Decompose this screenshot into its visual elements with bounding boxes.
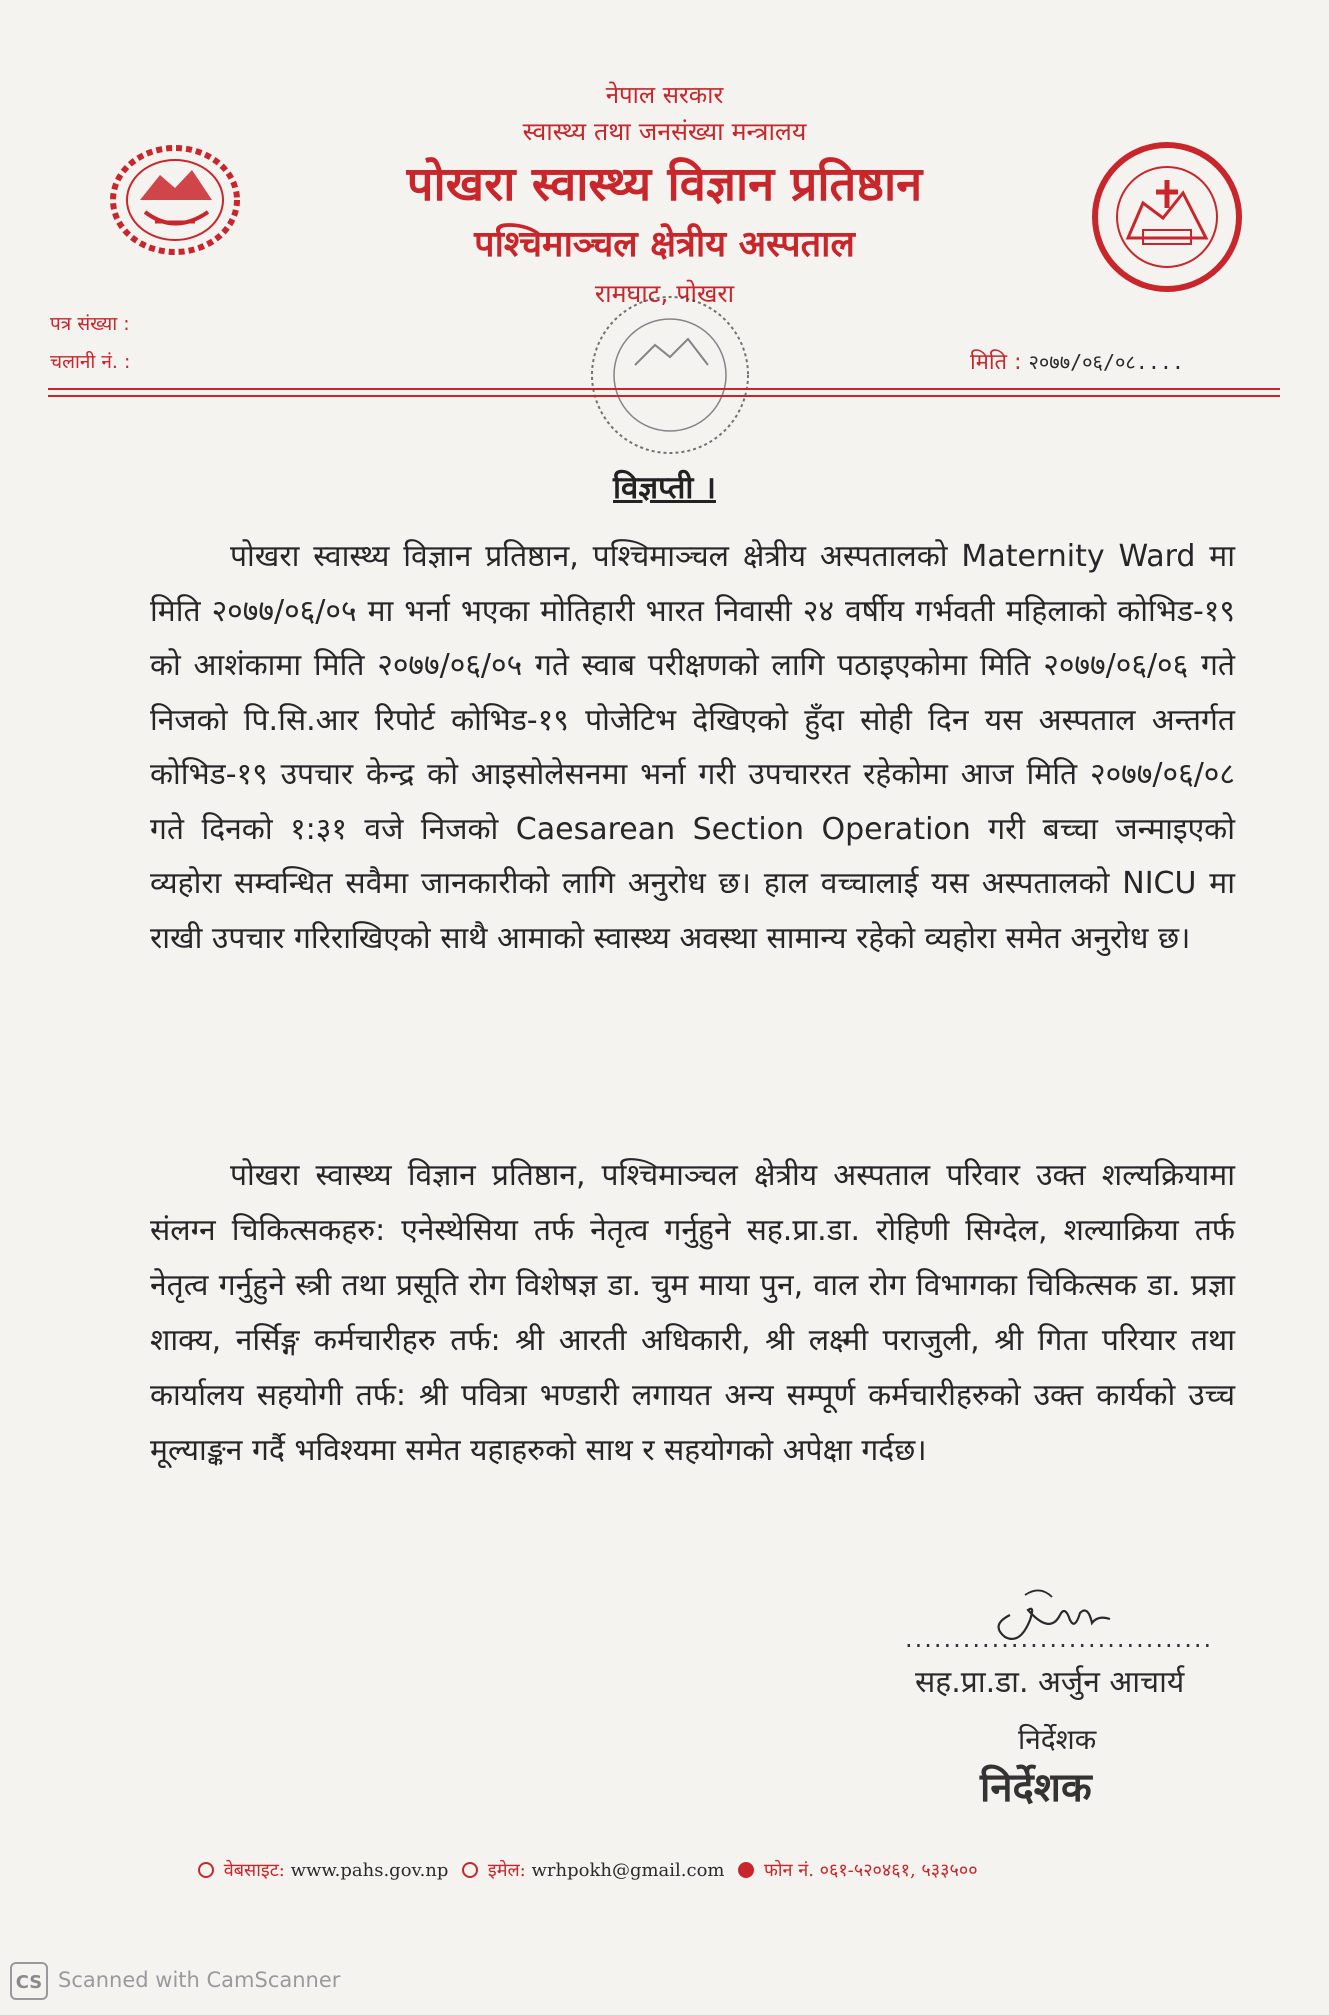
camscanner-watermark: Scanned with CamScanner: [58, 1968, 341, 1992]
institute-name: पोखरा स्वास्थ्य विज्ञान प्रतिष्ठान: [406, 157, 923, 212]
email-link[interactable]: wrhpokh@gmail.com: [531, 1860, 725, 1881]
hospital-location: रामघाट, पोखरा: [594, 279, 735, 308]
email-icon: [462, 1862, 478, 1878]
signatory-title: निर्देशक: [1018, 1723, 1097, 1756]
signatory-name: सह.प्रा.डा. अर्जुन आचार्य: [915, 1665, 1185, 1700]
notice-title: विज्ञप्ती ।: [613, 470, 716, 506]
website-label: वेबसाइट:: [223, 1860, 285, 1881]
header-divider: [48, 395, 1280, 397]
notice-paragraph-2: पोखरा स्वास्थ्य विज्ञान प्रतिष्ठान, पश्चिमाञ्चल क्षेत्रीय अस्पताल परिवार उक्त शल्यक्रियामा संलग्न चिकित्सकहरु: एनेस्थेसिया तर्फ नेतृत्व गर्नुहुने सह.प्रा.डा. रोहिणी सिग्देल, शल्याक्रिया तर्फ नेतृत्व गर्नुहुने स्त्री तथा प्रसूति रोग विशेषज्ञ डा. चुम माया पुन, वाल रोग विभागका चिकित्सक डा. प्रज्ञा शाक्य, नर्सिङ्ग कर्मचारीहरु तर्फ: श्री आरती अधिकारी, श्री लक्ष्मी पराजुली, श्री गिता परियार तथा कार्यालय सहयोगी तर्फ: श्री पवित्रा भण्डारी लगायत अन्य सम्पूर्ण कर्मचारीहरुको उक्त कार्यको उच्च मूल्याङ्कन गर्दै भविश्यमा समेत यहाहरुको साथ र सहयोगको अपेक्षा गर्दछ।: [150, 1158, 1235, 1468]
website-link[interactable]: www.pahs.gov.np: [290, 1860, 449, 1881]
date-value: २०७७/०६/०८....: [1028, 350, 1184, 374]
signatory-title-stamp: निर्देशक: [980, 1765, 1092, 1811]
hospital-name: पश्चिमाञ्चल क्षेत्रीय अस्पताल: [474, 224, 855, 265]
header-divider: [48, 388, 1280, 390]
letter-number-label: पत्र संख्या :: [50, 313, 130, 335]
phone-label: फोन नं.: [763, 1860, 814, 1881]
email-label: इमेल:: [487, 1860, 526, 1881]
footer-contact: [190, 1858, 978, 1882]
ministry-name: स्वास्थ्य तथा जनसंख्या मन्त्रालय: [522, 117, 807, 146]
government-name: नेपाल सरकार: [605, 81, 724, 109]
dispatch-number-label: चलानी नं. :: [50, 351, 131, 373]
notice-paragraph-1: पोखरा स्वास्थ्य विज्ञान प्रतिष्ठान, पश्चिमाञ्चल क्षेत्रीय अस्पतालको Maternity Ward मा मिति २०७७/०६/०५ मा भर्ना भएका मोतिहारी भारत निवासी २४ वर्षीय गर्भवती महिलाको कोभिड-१९ को आशंकामा मिति २०७७/०६/०५ गते स्वाब परीक्षणको लागि पठाइएकोमा मिति २०७७/०६/०६ गते निजको पि.सि.आर रिपोर्ट कोभिड-१९ पोजेटिभ देखिएको हुँदा सोही दिन यस अस्पताल अन्तर्गत कोभिड-१९ उपचार केन्द्र को आइसोलेसनमा भर्ना गरी उपचाररत रहेकोमा आज मिति २०७७/०६/०८ गते दिनको १:३१ वजे निजको Caesarean Section Operation गरी बच्चा जन्माइएको व्यहोरा सम्वन्धित सवैमा जानकारीको लागि अनुरोध छ। हाल वच्चालाई यस अस्पतालको NICU मा राखी उपचार गरिराखिएको साथै आमाको स्वास्थ्य अवस्था सामान्य रहेको व्यहोरा समेत अनुरोध छ।: [150, 539, 1235, 956]
official-stamp-icon: [540, 295, 800, 475]
camscanner-logo: CS: [10, 1962, 48, 2000]
phone-numbers: ०६१-५२०४६१, ५३३५००: [819, 1860, 978, 1881]
date-row: [970, 346, 1184, 376]
date-label: मिति :: [970, 350, 1022, 375]
signature-line: ................................: [905, 1625, 1214, 1653]
globe-icon: [198, 1862, 214, 1878]
phone-icon: [738, 1862, 754, 1878]
